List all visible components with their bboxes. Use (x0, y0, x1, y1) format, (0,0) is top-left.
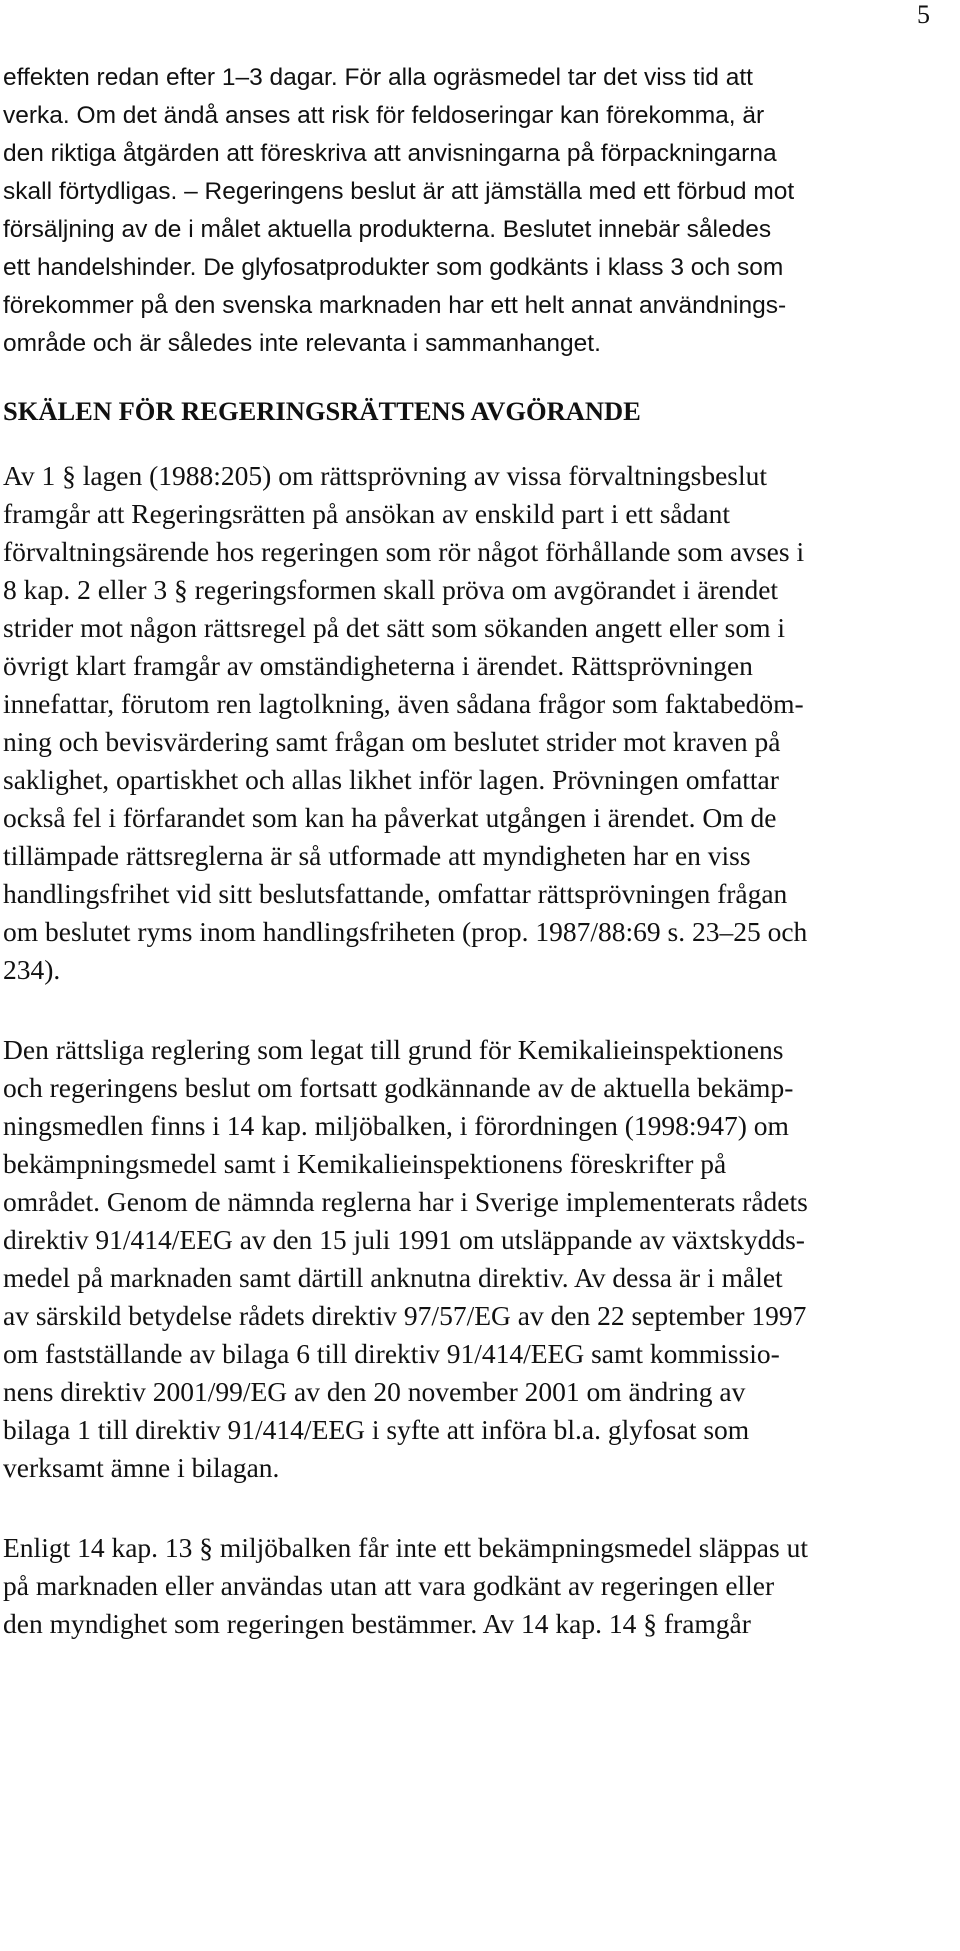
paragraph-3-line: nens direktiv 2001/99/EG av den 20 november 2001 om ändring av (3, 1376, 746, 1407)
paragraph-3-line: och regeringens beslut om fortsatt godkännande av de aktuella bekämp- (3, 1072, 794, 1103)
paragraph-3-line: medel på marknaden samt därtill anknutna direktiv. Av dessa är i målet (3, 1262, 783, 1293)
paragraph-2-line: 234). (3, 954, 61, 985)
paragraph-3-line: verksamt ämne i bilagan. (3, 1452, 280, 1483)
paragraph-1-line: förekommer på den svenska marknaden har ett helt annat användnings- (3, 292, 787, 319)
paragraph-1-line: verka. Om det ändå anses att risk för feldoseringar kan förekomma, är (3, 102, 765, 129)
paragraph-2-line: om beslutet ryms inom handlingsfriheten (prop. 1987/88:69 s. 23–25 och (3, 916, 808, 947)
paragraph-2-line: också fel i förfarandet som kan ha påverkat utgången i ärendet. Om de (3, 802, 777, 833)
paragraph-2-line: förvaltningsärende hos regeringen som rör något förhållande som avses i (3, 536, 805, 567)
paragraph-2-line: framgår att Regeringsrätten på ansökan av enskild part i ett sådant (3, 498, 730, 529)
paragraph-3-line: direktiv 91/414/EEG av den 15 juli 1991 om utsläppande av växtskydds- (3, 1224, 805, 1255)
section-heading: SKÄLEN FÖR REGERINGSRÄTTENS AVGÖRANDE (3, 396, 641, 426)
paragraph-2-line: handlingsfrihet vid sitt beslutsfattande, omfattar rättsprövningen frågan (3, 878, 788, 909)
paragraph-2-line: 8 kap. 2 eller 3 § regeringsformen skall pröva om avgörandet i ärendet (3, 574, 779, 605)
paragraph-1-line: skall förtydligas. – Regeringens beslut är att jämställa med ett förbud mot (3, 178, 795, 205)
paragraph-3-line: Den rättsliga reglering som legat till grund för Kemikalieinspektionens (3, 1034, 784, 1065)
paragraph-3-line: området. Genom de nämnda reglerna har i Sverige implementerats rådets (3, 1186, 808, 1217)
paragraph-2-line: strider mot någon rättsregel på det sätt som sökanden angett eller som i (3, 612, 786, 643)
paragraph-3-line: bekämpningsmedel samt i Kemikalieinspektionens föreskrifter på (3, 1148, 727, 1179)
paragraph-1-line: försäljning av de i målet aktuella produkterna. Beslutet innebär således (3, 216, 772, 243)
paragraph-1-line: effekten redan efter 1–3 dagar. För alla ogräsmedel tar det viss tid att (3, 64, 753, 91)
page-number: 5 (917, 0, 930, 29)
paragraph-4-line: på marknaden eller användas utan att vara godkänt av regeringen eller (3, 1570, 775, 1601)
paragraph-2-line: övrigt klart framgår av omständigheterna i ärendet. Rättsprövningen (3, 650, 753, 681)
paragraph-3-line: om fastställande av bilaga 6 till direktiv 91/414/EEG samt kommissio- (3, 1338, 780, 1369)
paragraph-2-line: ning och bevisvärdering samt frågan om beslutet strider mot kraven på (3, 726, 781, 757)
paragraph-1-line: ett handelshinder. De glyfosatprodukter som godkänts i klass 3 och som (3, 254, 784, 281)
paragraph-1-line: den riktiga åtgärden att föreskriva att anvisningarna på förpackningarna (3, 140, 777, 167)
paragraph-3-line: bilaga 1 till direktiv 91/414/EEG i syfte att införa bl.a. glyfosat som (3, 1414, 750, 1445)
paragraph-3-line: ningsmedlen finns i 14 kap. miljöbalken, i förordningen (1998:947) om (3, 1110, 789, 1141)
paragraph-2-line: Av 1 § lagen (1988:205) om rättsprövning av vissa förvaltningsbeslut (3, 460, 768, 491)
paragraph-2-line: saklighet, opartiskhet och allas likhet inför lagen. Prövningen omfattar (3, 764, 779, 795)
paragraph-1-line: område och är således inte relevanta i sammanhanget. (3, 330, 601, 357)
paragraph-3-line: av särskild betydelse rådets direktiv 97/57/EG av den 22 september 1997 (3, 1300, 807, 1331)
paragraph-4-line: Enligt 14 kap. 13 § miljöbalken får inte ett bekämpningsmedel släppas ut (3, 1532, 808, 1563)
paragraph-4-line: den myndighet som regeringen bestämmer. Av 14 kap. 14 § framgår (3, 1608, 751, 1639)
paragraph-2-line: innefattar, förutom ren lagtolkning, även sådana frågor som faktabedöm- (3, 688, 804, 719)
paragraph-2-line: tillämpade rättsreglerna är så utformade att myndigheten har en viss (3, 840, 751, 871)
